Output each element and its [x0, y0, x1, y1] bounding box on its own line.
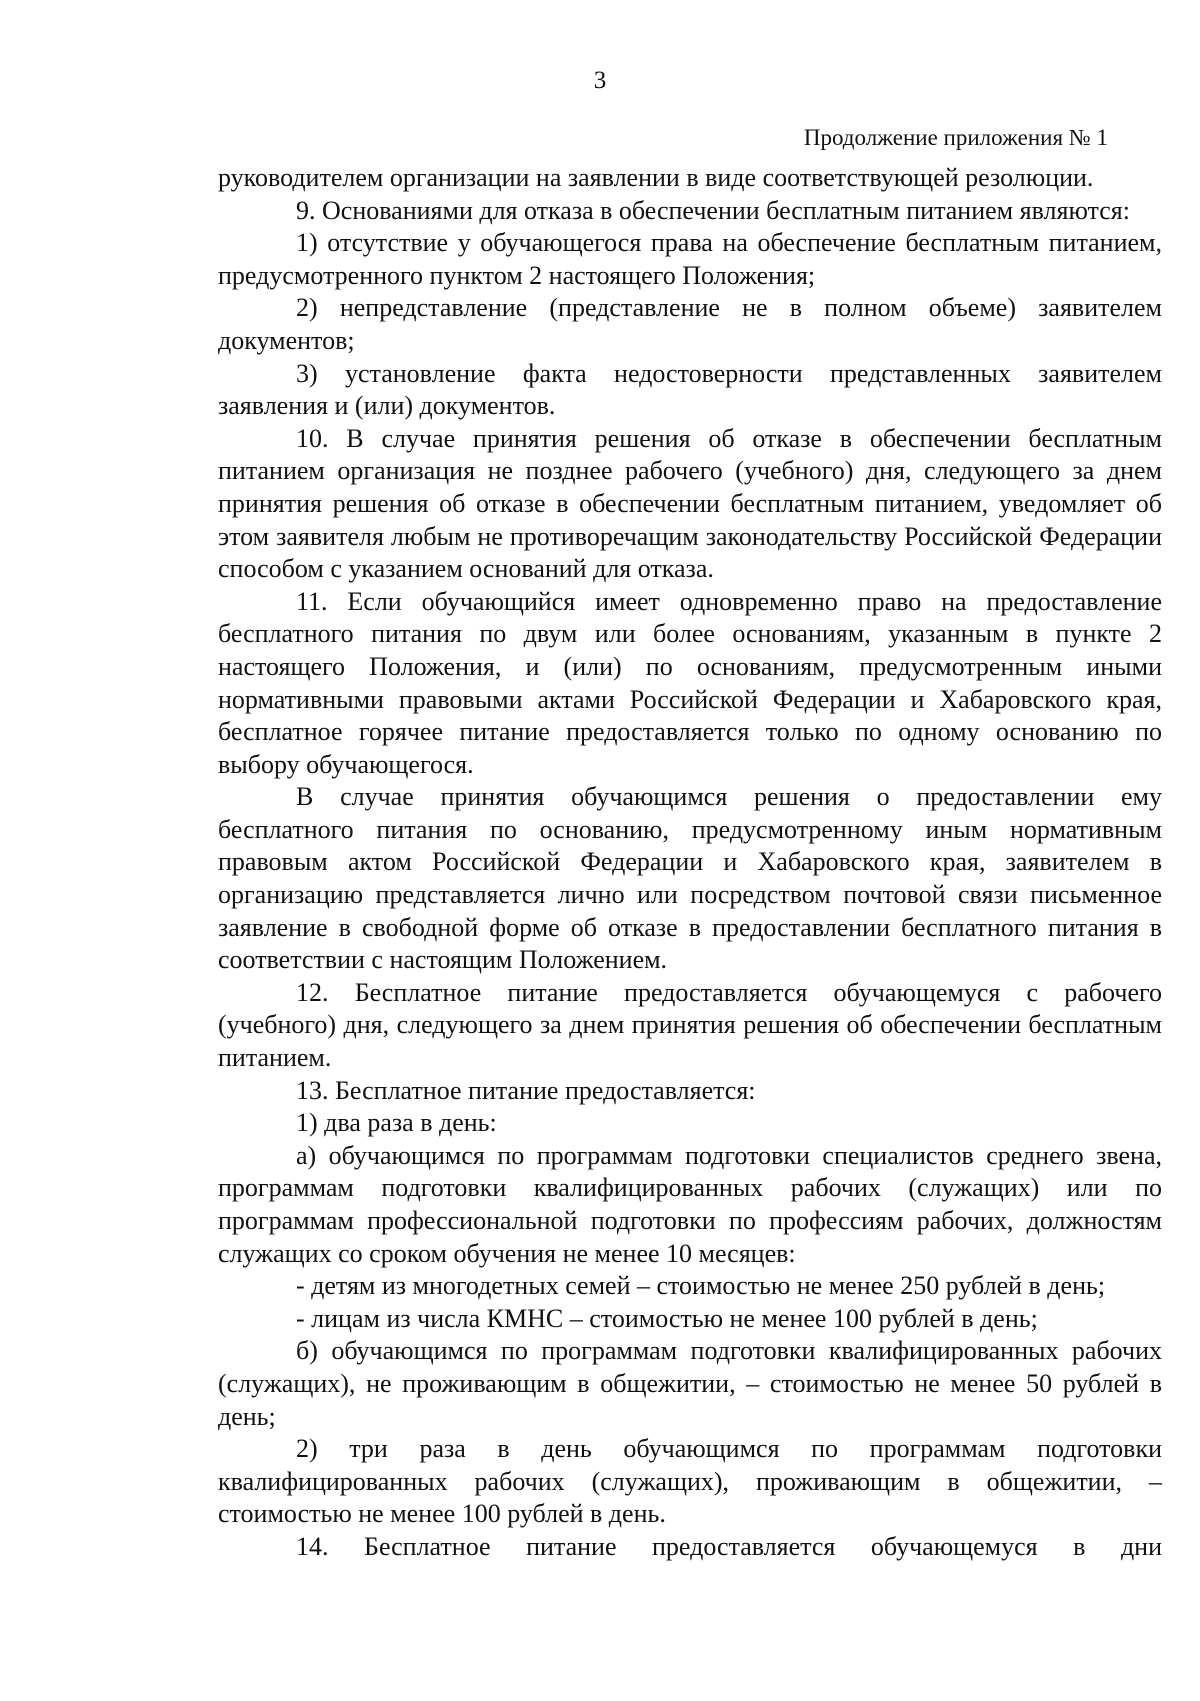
paragraph-item-12: 12. Бесплатное питание предоставляется обучающемуся с рабочего (учебного) дня, следующего за днем принятия решения об обеспечении бесплатным питанием.: [218, 977, 1162, 1073]
paragraph-item-9-1: 1) отсутствие у обучающегося права на обеспечение бесплатным питанием, предусмотренного пунктом 2 настоящего Положения;: [218, 228, 1162, 290]
paragraph-item-13-1: 1) два раза в день:: [296, 1108, 497, 1138]
paragraph-item-14: 14. Бесплатное питание предоставляется обучающемуся в дни: [296, 1531, 1162, 1561]
paragraph-bullet-large-families: - детям из многодетных семей – стоимостью не менее 250 рублей в день;: [296, 1271, 1106, 1301]
paragraph-item-9-3: 3) установление факта недостоверности представленных заявителем заявления и (или) документов.: [218, 358, 1162, 421]
paragraph-item-11: 11. Если обучающийся имеет одновременно право на предоставление бесплатного питания по двум или более основаниям, указанным в пункте 2 настоящего Положения, и (или) по основаниям, предусмотренным иными нормативными правовыми актами Российской Федерации и Хабаровского края, бесплатное горячее питание предоставляется только по одному основанию по выбору обучающегося.: [218, 586, 1162, 779]
paragraph-item-13-2: 2) три раза в день обучающимся по программам подготовки квалифицированных рабочих (служащих), проживающим в общежитии, – стоимостью не менее 100 рублей в день.: [218, 1434, 1162, 1529]
paragraph-item-11-cont: В случае принятия обучающимся решения о предоставлении ему бесплатного питания по основанию, предусмотренному иным нормативным правовым актом Российской Федерации и Хабаровского края, заявителем в организацию представляется лично или посредством почтовой связи письменное заявление в свободной форме об отказе в предоставлении бесплатного питания в соответствии с настоящим Положением.: [218, 782, 1162, 975]
paragraph-item-13-1-b: б) обучающимся по программам подготовки квалифицированных рабочих (служащих), не проживающим в общежитии, – стоимостью не менее 50 рублей в день;: [218, 1336, 1162, 1431]
paragraph-bullet-kmns: - лицам из числа КМНС – стоимостью не менее 100 рублей в день;: [296, 1303, 1038, 1333]
paragraph-item-9: 9. Основаниями для отказа в обеспечении бесплатным питанием являются:: [296, 195, 1130, 225]
paragraph-item-9-2: 2) непредставление (представление не в полном объеме) заявителем документов;: [218, 293, 1162, 355]
paragraph-item-13: 13. Бесплатное питание предоставляется:: [296, 1075, 756, 1105]
page-number: 3: [593, 67, 607, 94]
paragraph-item-10: 10. В случае принятия решения об отказе в обеспечении бесплатным питанием организация не позднее рабочего (учебного) дня, следующего за днем принятия решения об отказе в обеспечении бесплатным питанием, уведомляет об этом заявителя любым не противоречащим законодательству Российской Федерации способом с указанием оснований для отказа.: [218, 423, 1162, 584]
paragraph-continued: руководителем организации на заявлении в виде соответствующей резолюции.: [218, 163, 1094, 192]
paragraph-item-13-1-a: а) обучающимся по программам подготовки специалистов среднего звена, программам подготовки квалифицированных рабочих (служащих) или по программам профессиональной подготовки по профессиям рабочих, должностям служащих со сроком обучения не менее 10 месяцев:: [218, 1140, 1162, 1268]
appendix-continuation-label: Продолжение приложения № 1: [803, 125, 1108, 150]
document-body: [218, 162, 1162, 1564]
